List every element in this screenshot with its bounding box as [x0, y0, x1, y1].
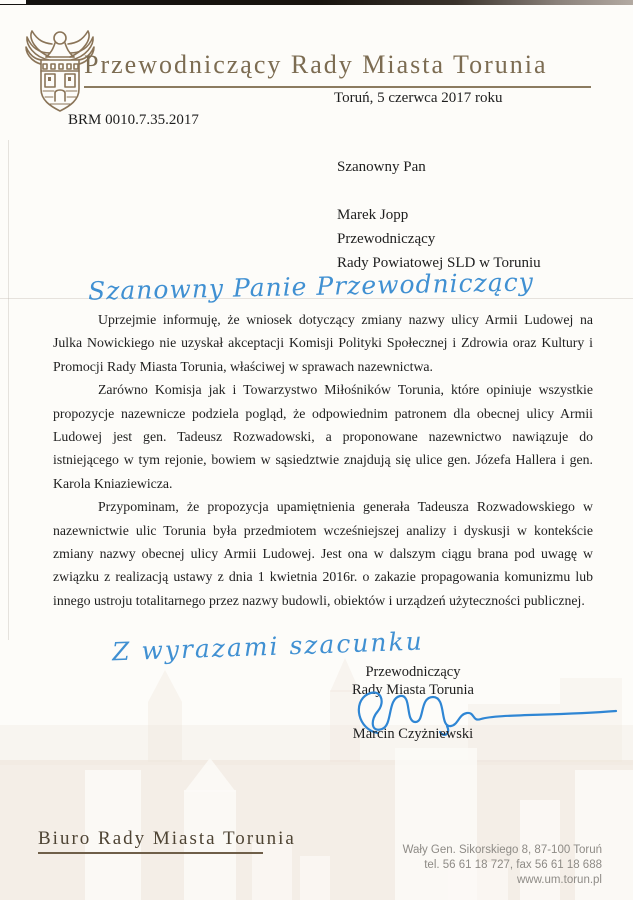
body-paragraph: Uprzejmie informuję, że wniosek dotyczący zmiany nazwy ulicy Armii Ludowej na Julka Nowickiego nie uzyskał akceptacji Komisji Polityki Społecznej i Zdrowia oraz Kultury i Promocji Rady Miasta Torunia, właściwej w sprawach nazewnictwa.	[53, 312, 593, 374]
letterhead-rule	[84, 86, 591, 88]
footer-contact-block	[403, 843, 602, 888]
signer-title-line2: Rady Miasta Torunia	[352, 682, 474, 698]
letterhead-date: Toruń, 5 czerwca 2017 roku	[334, 90, 503, 106]
signer-name: Marcin Czyżniewski	[352, 726, 474, 742]
recipient-block	[337, 155, 541, 275]
letter-body	[53, 308, 593, 612]
recipient-title: Przewodniczący	[337, 231, 436, 247]
reference-number: BRM 0010.7.35.2017	[68, 112, 199, 128]
paper-crease-vertical	[8, 140, 9, 640]
recipient-organization: Rady Powiatowej SLD w Toruniu	[337, 255, 541, 271]
letterhead-title: Przewodniczący Rady Miasta Torunia	[84, 50, 548, 79]
body-paragraph: Zarówno Komisja jak i Towarzystwo Miłośników Torunia, które opiniuje wszystkie propozycje nazewnicze podziela pogląd, że odpowiednim patronem dla obecnej ulicy Armii Ludowej jest gen. Tadeusz Rozwadowski, a proponowane nazewnictwo nawiązuje do istniejącego w tym rejonie, bowiem w sąsiedztwie znajdują się ulice gen. Józefa Hallera i gen. Karola Kniaziewicza.	[53, 382, 593, 491]
footer-address: Wały Gen. Sikorskiego 8, 87-100 Toruń	[402, 844, 602, 856]
footer-website: www.um.torun.pl	[516, 874, 602, 886]
body-paragraph: Przypominam, że propozycja upamiętnienia generała Tadeusza Rozwadowskiego w nazewnictwie ulic Torunia była przedmiotem wcześniejszej analizy i dyskusji w kontekście zmiany nazwy obecnej ulicy Armii Ludowej. Jest ona w dalszym ciągu brana pod uwagę w związku z realizacją ustawy z dnia 1 kwietnia 2016r. o zakazie propagowania komunizmu lub innego ustroju totalitarnego przez nazwy budowli, obiektów i urządzeń użyteczności publicznej.	[53, 499, 593, 608]
scan-edge-artifact	[0, 0, 633, 5]
signer-title-line1: Przewodniczący	[365, 664, 461, 680]
footer-rule	[38, 852, 263, 854]
recipient-salutation: Szanowny Pan	[337, 159, 426, 175]
footer-office-name: Biuro Rady Miasta Torunia	[38, 828, 296, 849]
footer-phone-fax: tel. 56 61 18 727, fax 56 61 18 688	[424, 859, 602, 871]
handwritten-greeting: Szanowny Panie Przewodniczący	[87, 267, 535, 306]
recipient-name: Marek Jopp	[337, 207, 409, 223]
handwritten-closing: Z wyrazami szacunku	[111, 626, 425, 667]
